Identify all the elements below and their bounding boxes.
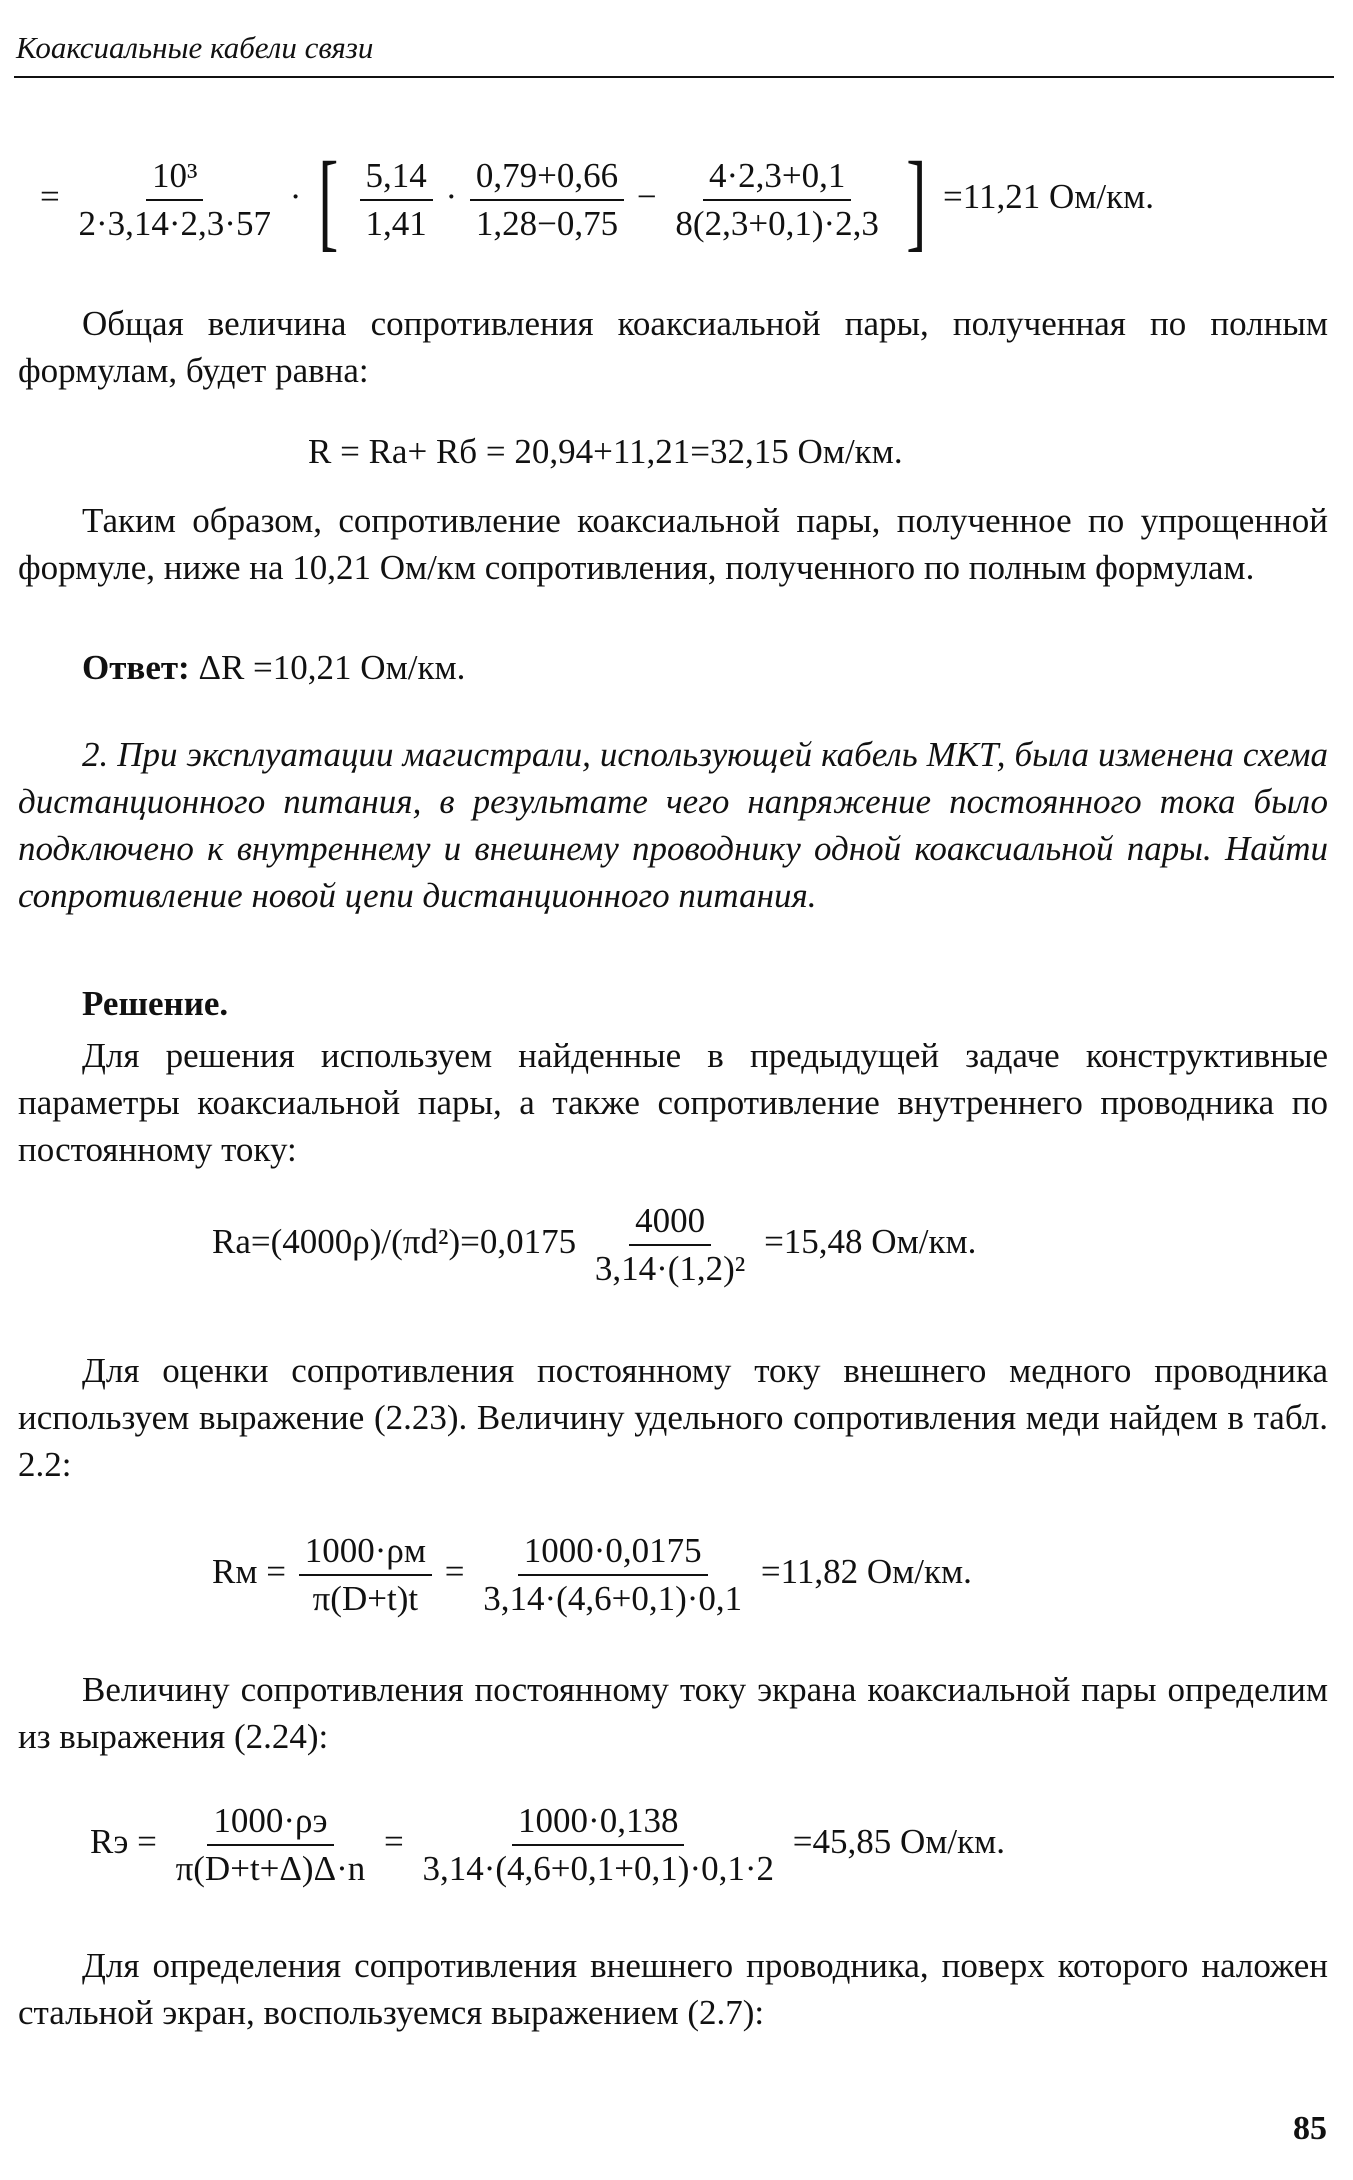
task-2-statement: 2. При эксплуатации магистрали, использующей кабель МКТ, была изменена схема дистанционного питания, в результате чего напряжение постоянного тока было подключено к внутреннему и внешнему проводнику одной коаксиальной пары. Найти сопротивление новой цепи дистанционного питания.: [18, 735, 1328, 915]
fraction: $\frac{4\cdot 2,3+0,1}{8(2,3+0,1)\cdot 2,3}$: [675, 156, 879, 243]
fraction: $\frac{5,14}{1,41}$: [360, 155, 433, 245]
page-number: 85: [1293, 2110, 1327, 2147]
paragraph-5: Величину сопротивления постоянному току экрана коаксиальной пары определим из выражения (2.24):: [18, 1670, 1328, 1756]
equation-4: Rм = $\frac{1000\cdot\rho м}{\pi(D+t)t}$ = $\frac{1000\cdot 0,0175}{3,14\cdot(4,6+0,1)\cdot 0,1}$ =11,82 Ом/км.: [212, 1531, 972, 1618]
fraction: $\frac{1000\cdot\rho э}{\pi(D+t+\Delta)\Delta\cdot n}$: [175, 1801, 366, 1888]
paragraph-3: Для решения используем найденные в предыдущей задаче конструктивные параметры коаксиальной пары, а также сопротивление внутреннего проводника по постоянному току:: [18, 1036, 1328, 1169]
paragraph-1: Общая величина сопротивления коаксиальной пары, полученная по полным формулам, будет равна:: [18, 304, 1328, 390]
fraction: $\frac{\text{10³}}{2\cdot 3,14\cdot 2,3\cdot 57}$: [78, 156, 271, 243]
left-bracket: [: [318, 139, 339, 261]
equation-3: Rа=(4000ρ)/(πd²)=0,0175 $\frac{4000}{\text{3,14·(1,2)²}}$ =15,48 Ом/км.: [212, 1201, 977, 1288]
paragraph-6: Для определения сопротивления внешнего проводника, поверх которого наложен стальной экран, воспользуемся выражением (2.7):: [18, 1946, 1328, 2032]
solution-heading: Решение.: [82, 984, 229, 1023]
answer-label: Ответ:: [82, 648, 190, 687]
equation-1: = $\frac{\text{10³}}{2\cdot 3,14\cdot 2,3\cdot 57}$ · [ $\frac{5,14}{1,41}$ · $\frac{0,79+0,66}{1,28-0,75}$ − $\frac{4\cdot 2,3+0,1}{8(2,3+0,1)\cdot 2,3}$ ] =11,21 Ом/км.: [40, 139, 1155, 261]
paragraph-2: Таким образом, сопротивление коаксиальной пары, полученное по упрощенной формуле, ниже на 10,21 Ом/км сопротивления, полученного по полным формулам.: [18, 501, 1328, 587]
answer-value: ΔR =10,21 Ом/км.: [198, 648, 466, 687]
answer-line: [18, 644, 1328, 691]
paragraph-4: Для оценки сопротивления постоянному току внешнего медного проводника используем выражение (2.23). Величину удельного сопротивления меди найдем в табл. 2.2:: [18, 1351, 1328, 1484]
equation-2: R = Rа+ Rб = 20,94+11,21=32,15 Ом/км.: [308, 432, 903, 471]
fraction: $\frac{4000}{\text{3,14·(1,2)²}}$: [594, 1201, 746, 1288]
running-header: Коаксиальные кабели связи: [16, 30, 374, 65]
right-bracket: ]: [905, 139, 927, 261]
fraction: $\frac{0,79+0,66}{1,28-0,75}$: [470, 155, 624, 245]
fraction: $\frac{1000\cdot 0,138}{3,14\cdot(4,6+0,1+0,1)\cdot 0,1\cdot 2}$: [422, 1801, 775, 1888]
equation-5: Rэ = $\frac{1000\cdot\rho э}{\pi(D+t+\Delta)\Delta\cdot n}$ = $\frac{1000\cdot 0,138}{3,14\cdot(4,6+0,1+0,1)\cdot 0,1\cdot 2}$ =45,85 Ом/км.: [90, 1801, 1006, 1888]
fraction: $\frac{1000\cdot 0,0175}{3,14\cdot(4,6+0,1)\cdot 0,1}$: [483, 1531, 743, 1618]
fraction: $\frac{1000\cdot\rho м}{\pi(D+t)t}$: [299, 1530, 432, 1620]
header-rule: [14, 76, 1334, 78]
